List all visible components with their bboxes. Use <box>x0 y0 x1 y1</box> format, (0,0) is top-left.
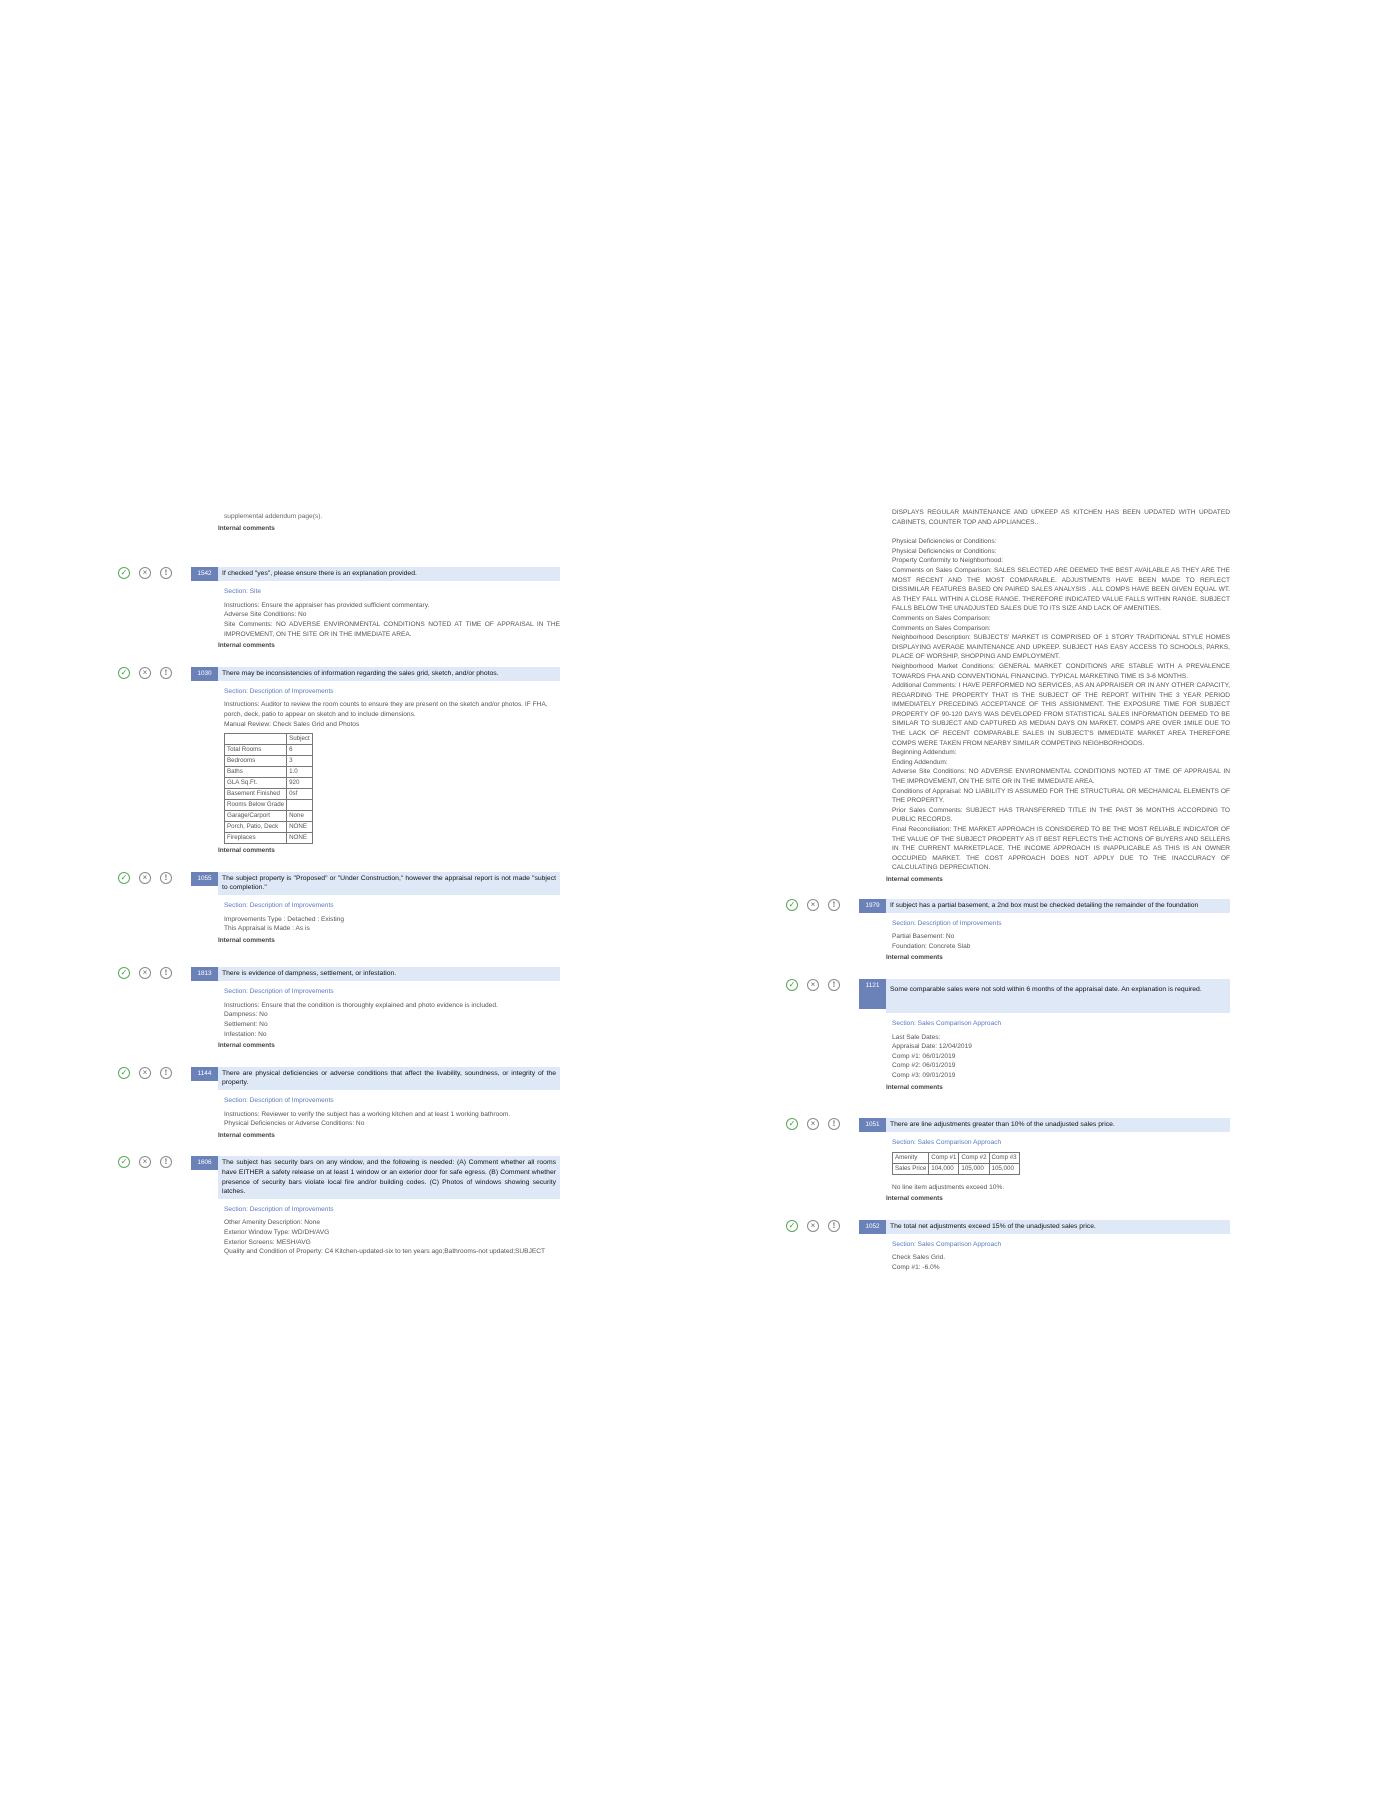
table-cell: Baths <box>225 767 287 778</box>
rule-body <box>118 587 560 639</box>
manual-review-text: Manual Review: Check Sales Grid and Photos <box>224 720 360 728</box>
comment-line: Adverse Site Conditions: NO ADVERSE ENVIRONMENTAL CONDITIONS NOTED AT TIME OF APPRAISAL IN THE IMPROVEMENT, ON THE SITE OR IN THE IMMEDIATE AREA. <box>892 768 1230 786</box>
close-icon[interactable]: × <box>139 567 151 579</box>
table-cell <box>225 734 287 745</box>
rule-number-badge: 1030 <box>191 667 218 681</box>
info-icon[interactable]: ! <box>160 872 172 884</box>
close-icon[interactable]: × <box>139 1156 151 1168</box>
comment-line: Comments on Sales Comparison: SALES SELECTED ARE DEEMED THE BEST AVAILABLE AS THEY ARE THE MOST RECENT AND THE MOST COMPARABLE. ADJUSTMENTS HAVE BEEN MADE TO REFLECT DISSIMILAR FEATURES BASED ON PAIRED SALES ANALYSIS . ALL COMPS HAVE BEEN GIVEN EQUAL WT. AS THEY FALL WITHIN A CLOSE RANGE. THEREFORE INDICATED VALUE FALLS WITHIN RANGE. SUBJECT FALLS BELOW THE UNADJUSTED SALES DUE TO ITS SIZE AND LACK OF AMENITIES. <box>892 566 1230 613</box>
check-icon[interactable]: ✓ <box>118 1067 130 1079</box>
detail-line: Comp #1: 06/01/2019 <box>892 1052 956 1060</box>
table-row <box>225 833 313 844</box>
section-link[interactable]: Section: Site <box>224 588 262 596</box>
internal-comments-label: Internal comments <box>218 642 275 650</box>
rule-body <box>786 1138 1230 1192</box>
comment-line: Conditions of Appraisal: NO LIABILITY IS ASSUMED FOR THE STRUCTURAL OR MECHANICAL ELEMENTS OF THE PROPERTY. <box>892 787 1230 805</box>
rule-item <box>118 872 560 946</box>
rule-item <box>118 1156 560 1256</box>
close-icon[interactable]: × <box>139 667 151 679</box>
table-cell: 920 <box>287 778 313 789</box>
detail-line: Exterior Window Type: WD/DH/AVG <box>224 1228 330 1236</box>
detail-line: Foundation: Concrete Slab <box>892 942 971 950</box>
detail-line: Site Comments: NO ADVERSE ENVIRONMENTAL CONDITIONS NOTED AT TIME OF APPRAISAL IN THE IMPROVEMENT, ON THE SITE OR IN THE IMMEDIATE AREA. <box>224 620 560 638</box>
rule-question: There is evidence of dampness, settlement, or infestation. <box>218 967 560 981</box>
table-cell: NONE <box>287 833 313 844</box>
check-icon[interactable]: ✓ <box>118 1156 130 1168</box>
section-link[interactable]: Section: Description of Improvements <box>224 901 334 909</box>
detail-line: Comp #2: 06/01/2019 <box>892 1062 956 1070</box>
section-link[interactable]: Section: Description of Improvements <box>892 919 1002 927</box>
internal-comments-label: Internal comments <box>218 1131 275 1139</box>
table-row <box>225 734 313 745</box>
section-link[interactable]: Section: Description of Improvements <box>224 1097 334 1105</box>
section-link[interactable]: Section: Description of Improvements <box>224 988 334 996</box>
check-icon[interactable]: ✓ <box>786 1118 798 1130</box>
rule-question: There are physical deficiencies or adverse conditions that affect the livability, soundness, or integrity of the property. <box>218 1067 560 1090</box>
info-icon[interactable]: ! <box>160 1156 172 1168</box>
action-icons <box>118 667 174 681</box>
rule-number-badge: 1051 <box>859 1118 886 1132</box>
rule-number-badge: 1542 <box>191 567 218 581</box>
close-icon[interactable]: × <box>139 872 151 884</box>
note-text: No line item adjustments exceed 10%. <box>892 1183 1005 1191</box>
rule-question: If subject has a partial basement, a 2nd box must be checked detailing the remainder of the foundation <box>886 899 1230 913</box>
detail-line: Comp #3: 09/01/2019 <box>892 1071 956 1079</box>
close-icon[interactable]: × <box>807 1220 819 1232</box>
rule-item <box>786 899 1230 963</box>
rule-question: If checked "yes", please ensure there is an explanation provided. <box>218 567 560 581</box>
rule-body <box>118 987 560 1039</box>
table-row <box>225 800 313 811</box>
action-icons <box>118 1067 174 1081</box>
table-header-cell: Subject <box>287 734 313 745</box>
table-header-cell: Comp #2 <box>959 1152 989 1163</box>
instructions-text: Instructions: Auditor to review the room counts to ensure they are present on the sketch and/or photos. IF FHA, porch, deck, patio to appear on sketch and to include dimensions. <box>224 701 548 718</box>
internal-comments-label: Internal comments <box>218 847 275 855</box>
left-page-column <box>118 512 560 1282</box>
internal-comments-label: Internal comments <box>218 1042 275 1050</box>
info-icon[interactable]: ! <box>828 899 840 911</box>
instructions-text: Instructions: Ensure the appraiser has provided sufficient commentary. <box>224 601 430 609</box>
instructions-text: Instructions: Ensure that the condition is thoroughly explained and photo evidence is included. <box>224 1001 498 1009</box>
table-cell: Total Rooms <box>225 745 287 756</box>
close-icon[interactable]: × <box>807 979 819 991</box>
check-icon[interactable]: ✓ <box>786 979 798 991</box>
check-icon[interactable]: ✓ <box>786 1220 798 1232</box>
comment-block-lead <box>786 508 1230 527</box>
instructions-text: Instructions: Reviewer to verify the subject has a working kitchen and at least 1 working bathroom. <box>224 1110 511 1118</box>
rule-body <box>786 1240 1230 1273</box>
table-row <box>225 756 313 767</box>
rule-question: The subject has security bars on any window, and the following is needed: (A) Comment whether all rooms have EITHER a safety release on at least 1 window or an exterior door for safe egress. (B) Comment whether presence of security bars violate local fire and/or building codes. (C) Photos of windows showing security latches. <box>218 1156 560 1198</box>
rule-number-badge: 1055 <box>191 872 218 886</box>
table-row <box>225 822 313 833</box>
rule-item <box>118 967 560 1051</box>
check-icon[interactable]: ✓ <box>118 967 130 979</box>
detail-line: Improvements Type : Detached : Existing <box>224 915 345 923</box>
table-cell: GLA Sq.Ft. <box>225 778 287 789</box>
table-header-cell: Comp #1 <box>929 1152 959 1163</box>
action-icons <box>118 967 174 981</box>
detail-line: Check Sales Grid. <box>892 1254 946 1262</box>
action-icons <box>118 567 174 581</box>
rule-number-badge: 1979 <box>859 899 886 913</box>
detail-line: Other Amenity Description: None <box>224 1219 321 1227</box>
table-header-cell: Comp #3 <box>989 1152 1019 1163</box>
rule-body <box>118 901 560 934</box>
info-icon[interactable]: ! <box>160 1067 172 1079</box>
table-row <box>225 811 313 822</box>
rule-number-badge: 1606 <box>191 1156 218 1170</box>
rule-body <box>118 1096 560 1129</box>
adjustments-table <box>892 1152 1020 1175</box>
section-link[interactable]: Section: Sales Comparison Approach <box>892 1019 1002 1027</box>
table-cell: 1.0 <box>287 767 313 778</box>
rule-body <box>786 1019 1230 1081</box>
table-cell: 6 <box>287 745 313 756</box>
rule-number-badge: 1813 <box>191 967 218 981</box>
table-cell: 0sf <box>287 789 313 800</box>
rule-item <box>786 979 1230 1092</box>
check-icon[interactable]: ✓ <box>118 567 130 579</box>
comment-block <box>786 537 1230 873</box>
info-icon[interactable]: ! <box>160 667 172 679</box>
action-icons <box>786 1220 842 1234</box>
rule-item <box>118 1067 560 1141</box>
comment-line: Physical Deficiencies or Conditions: <box>892 547 997 555</box>
rule-question: The total net adjustments exceed 15% of the unadjusted sales price. <box>886 1220 1230 1234</box>
table-cell: 3 <box>287 756 313 767</box>
info-icon[interactable]: ! <box>828 1220 840 1232</box>
info-icon[interactable]: ! <box>828 1118 840 1130</box>
comment-line: Final Reconciliation: THE MARKET APPROACH IS CONSIDERED TO BE THE MOST RELIABLE INDICATOR OF THE VALUE OF THE SUBJECT PROPERTY AS IT BEST REFLECTS THE ACTIONS OF BUYERS AND SELLERS IN THE CURRENT MARKETPLACE. THE INCOME APPROACH IS INAPPLICABLE AS THIS IS AN OWNER OCCUPIED MARKET. THE COST APPROACH DOES NOT APPLY DUE TO THE INACCURACY OF CALCULATING DEPRECIATION. <box>892 826 1230 872</box>
comment-line: DISPLAYS REGULAR MAINTENANCE AND UPKEEP AS KITCHEN HAS BEEN UPDATED WITH UPDATED CABINETS, COUNTER TOP AND APPLIANCES.. <box>892 509 1230 526</box>
table-row <box>225 789 313 800</box>
table-cell: Garage/Carport <box>225 811 287 822</box>
table-row <box>225 745 313 756</box>
section-link[interactable]: Section: Sales Comparison Approach <box>892 1240 1002 1248</box>
rule-body <box>118 687 560 844</box>
detail-line: Quality and Condition of Property: C4 Kitchen-updated-six to ten years ago;Bathrooms-not updated;SUBJECT <box>224 1248 546 1256</box>
sales-grid-table <box>224 733 313 844</box>
table-cell: NONE <box>287 822 313 833</box>
action-icons <box>786 979 842 993</box>
table-cell: 105,000 <box>959 1163 989 1174</box>
table-row <box>225 778 313 789</box>
rule-item <box>786 1118 1230 1204</box>
rule-item <box>118 667 560 856</box>
check-icon[interactable]: ✓ <box>118 667 130 679</box>
info-icon[interactable]: ! <box>160 567 172 579</box>
rule-body <box>786 919 1230 952</box>
close-icon[interactable]: × <box>139 967 151 979</box>
comment-line: Additional Comments: I HAVE PERFORMED NO SERVICES, AS AN APPRAISER OR IN ANY OTHER CAPACITY, REGARDING THE PROPERTY THAT IS THE SUBJECT OF THE REPORT WITHIN THE 3 YEAR PERIOD IMMEDIATELY PRECEDING ACCEPTANCE OF THIS ASSIGNMENT. THE EXPOSURE TIME FOR SUBJECT PROPERTY OF 90-120 DAYS WAS DEVELOPED FROM STATISTICAL SALES INFORMATION DEEMED TO BE SIMILAR TO SUBJECT AND CAPTURED AS MEDIAN DAYS ON MARKET. COMPS ARE OVER 1MILE DUE TO THE LACK OF RECENT COMPARABLE SALES IN SUBJECT'S IMMEDIATE MARKET AREA THEREFORE COMPS WERE TAKEN FROM NEARBY SIMILAR COMPETING NEIGHBORHOODS. <box>892 682 1230 747</box>
internal-comments-label: Internal comments <box>218 936 275 944</box>
check-icon[interactable]: ✓ <box>118 872 130 884</box>
table-cell: Bedrooms <box>225 756 287 767</box>
table-cell: None <box>287 811 313 822</box>
detail-line: Comp #1: -6.0% <box>892 1264 940 1272</box>
detail-line: Partial Basement: No <box>892 933 955 941</box>
section-link[interactable]: Section: Sales Comparison Approach <box>892 1139 1002 1147</box>
internal-comments-label: Internal comments <box>886 1083 943 1091</box>
section-link[interactable]: Section: Description of Improvements <box>224 687 334 695</box>
close-icon[interactable]: × <box>807 1118 819 1130</box>
table-header-cell: Amenity <box>893 1152 929 1163</box>
comment-line: Neighborhood Market Conditions: GENERAL MARKET CONDITIONS ARE STABLE WITH A PREVALENCE TOWARDS FHA AND CONVENTIONAL FINANCING. TYPICAL MARKETING TIME IS 3-6 MONTHS. <box>892 662 1230 680</box>
check-icon[interactable]: ✓ <box>786 899 798 911</box>
info-icon[interactable]: ! <box>160 967 172 979</box>
rule-question: There may be inconsistencies of information regarding the sales grid, sketch, and/or photos. <box>218 667 560 681</box>
rule-number-badge: 1121 <box>859 979 886 1009</box>
rule-item <box>786 1220 1230 1273</box>
table-row <box>893 1163 1020 1174</box>
detail-line: Adverse Site Conditions: No <box>224 611 307 619</box>
rule-body <box>118 1205 560 1257</box>
detail-line: Dampness: No <box>224 1011 268 1019</box>
action-icons <box>118 872 174 886</box>
table-row <box>893 1152 1020 1163</box>
rule-question: The subject property is "Proposed" or "Under Construction," however the appraisal report is not made "subject to completion." <box>218 872 560 895</box>
comment-line: Prior Sales Comments: SUBJECT HAS TRANSFERRED TITLE IN THE PAST 36 MONTHS ACCORDING TO PUBLIC RECORDS. <box>892 806 1230 824</box>
rule-number-badge: 1052 <box>859 1220 886 1234</box>
comment-line: Neighborhood Description: SUBJECTS' MARKET IS COMPRISED OF 1 STORY TRADITIONAL STYLE HOMES DISPLAYING AVERAGE MAINTENANCE AND UPKEEP. SUBJECT HAS EASY ACCESS TO SCHOOLS, PARKS, PLACE OF WORSHIP, SHOPPING AND EMPLOYMENT. <box>892 634 1230 661</box>
internal-comments-label: Internal comments <box>886 875 943 883</box>
table-cell: Basement Finished <box>225 789 287 800</box>
rule-question: There are line adjustments greater than 10% of the unadjusted sales price. <box>886 1118 1230 1132</box>
table-cell: 104,000 <box>929 1163 959 1174</box>
internal-comments-label: Internal comments <box>886 1195 943 1203</box>
comment-line: Physical Deficiencies or Conditions: <box>892 538 997 546</box>
right-page-column <box>786 508 1230 1280</box>
table-cell <box>287 800 313 811</box>
table-cell: Rooms Below Grade <box>225 800 287 811</box>
comment-line: Property Conformity to Neighborhood: <box>892 557 1004 565</box>
rule-item <box>118 567 560 651</box>
detail-line: Physical Deficiencies or Adverse Conditions: No <box>224 1120 365 1128</box>
detail-line: Last Sale Dates: <box>892 1033 941 1041</box>
table-cell: Sales Price <box>893 1163 929 1174</box>
lead-text: supplemental addendum page(s). <box>224 513 323 520</box>
detail-line: Settlement: No <box>224 1021 268 1029</box>
comment-line: Ending Addendum: <box>892 758 948 766</box>
section-link[interactable]: Section: Description of Improvements <box>224 1205 334 1213</box>
close-icon[interactable]: × <box>139 1067 151 1079</box>
internal-comments-label: Internal comments <box>218 524 275 532</box>
comment-line: Beginning Addendum: <box>892 749 957 757</box>
close-icon[interactable]: × <box>807 899 819 911</box>
comment-line: Comments on Sales Comparison: <box>892 624 991 632</box>
table-row <box>225 767 313 778</box>
detail-line: Appraisal Date: 12/04/2019 <box>892 1043 972 1051</box>
table-cell: Porch, Patio, Deck <box>225 822 287 833</box>
comment-line: Comments on Sales Comparison: <box>892 614 991 622</box>
info-icon[interactable]: ! <box>828 979 840 991</box>
rule-number-badge: 1144 <box>191 1067 218 1081</box>
action-icons <box>786 1118 842 1132</box>
internal-comments-label: Internal comments <box>886 954 943 962</box>
detail-line: Infestation: No <box>224 1030 267 1038</box>
table-cell: Fireplaces <box>225 833 287 844</box>
action-icons <box>786 899 842 913</box>
table-cell: 105,000 <box>989 1163 1019 1174</box>
action-icons <box>118 1156 174 1170</box>
detail-line: Exterior Screens: MESH/AVG <box>224 1238 311 1246</box>
detail-line: This Appraisal is Made : As is <box>224 925 310 933</box>
rule-question: Some comparable sales were not sold within 6 months of the appraisal date. An explanation is required. <box>886 979 1230 1013</box>
